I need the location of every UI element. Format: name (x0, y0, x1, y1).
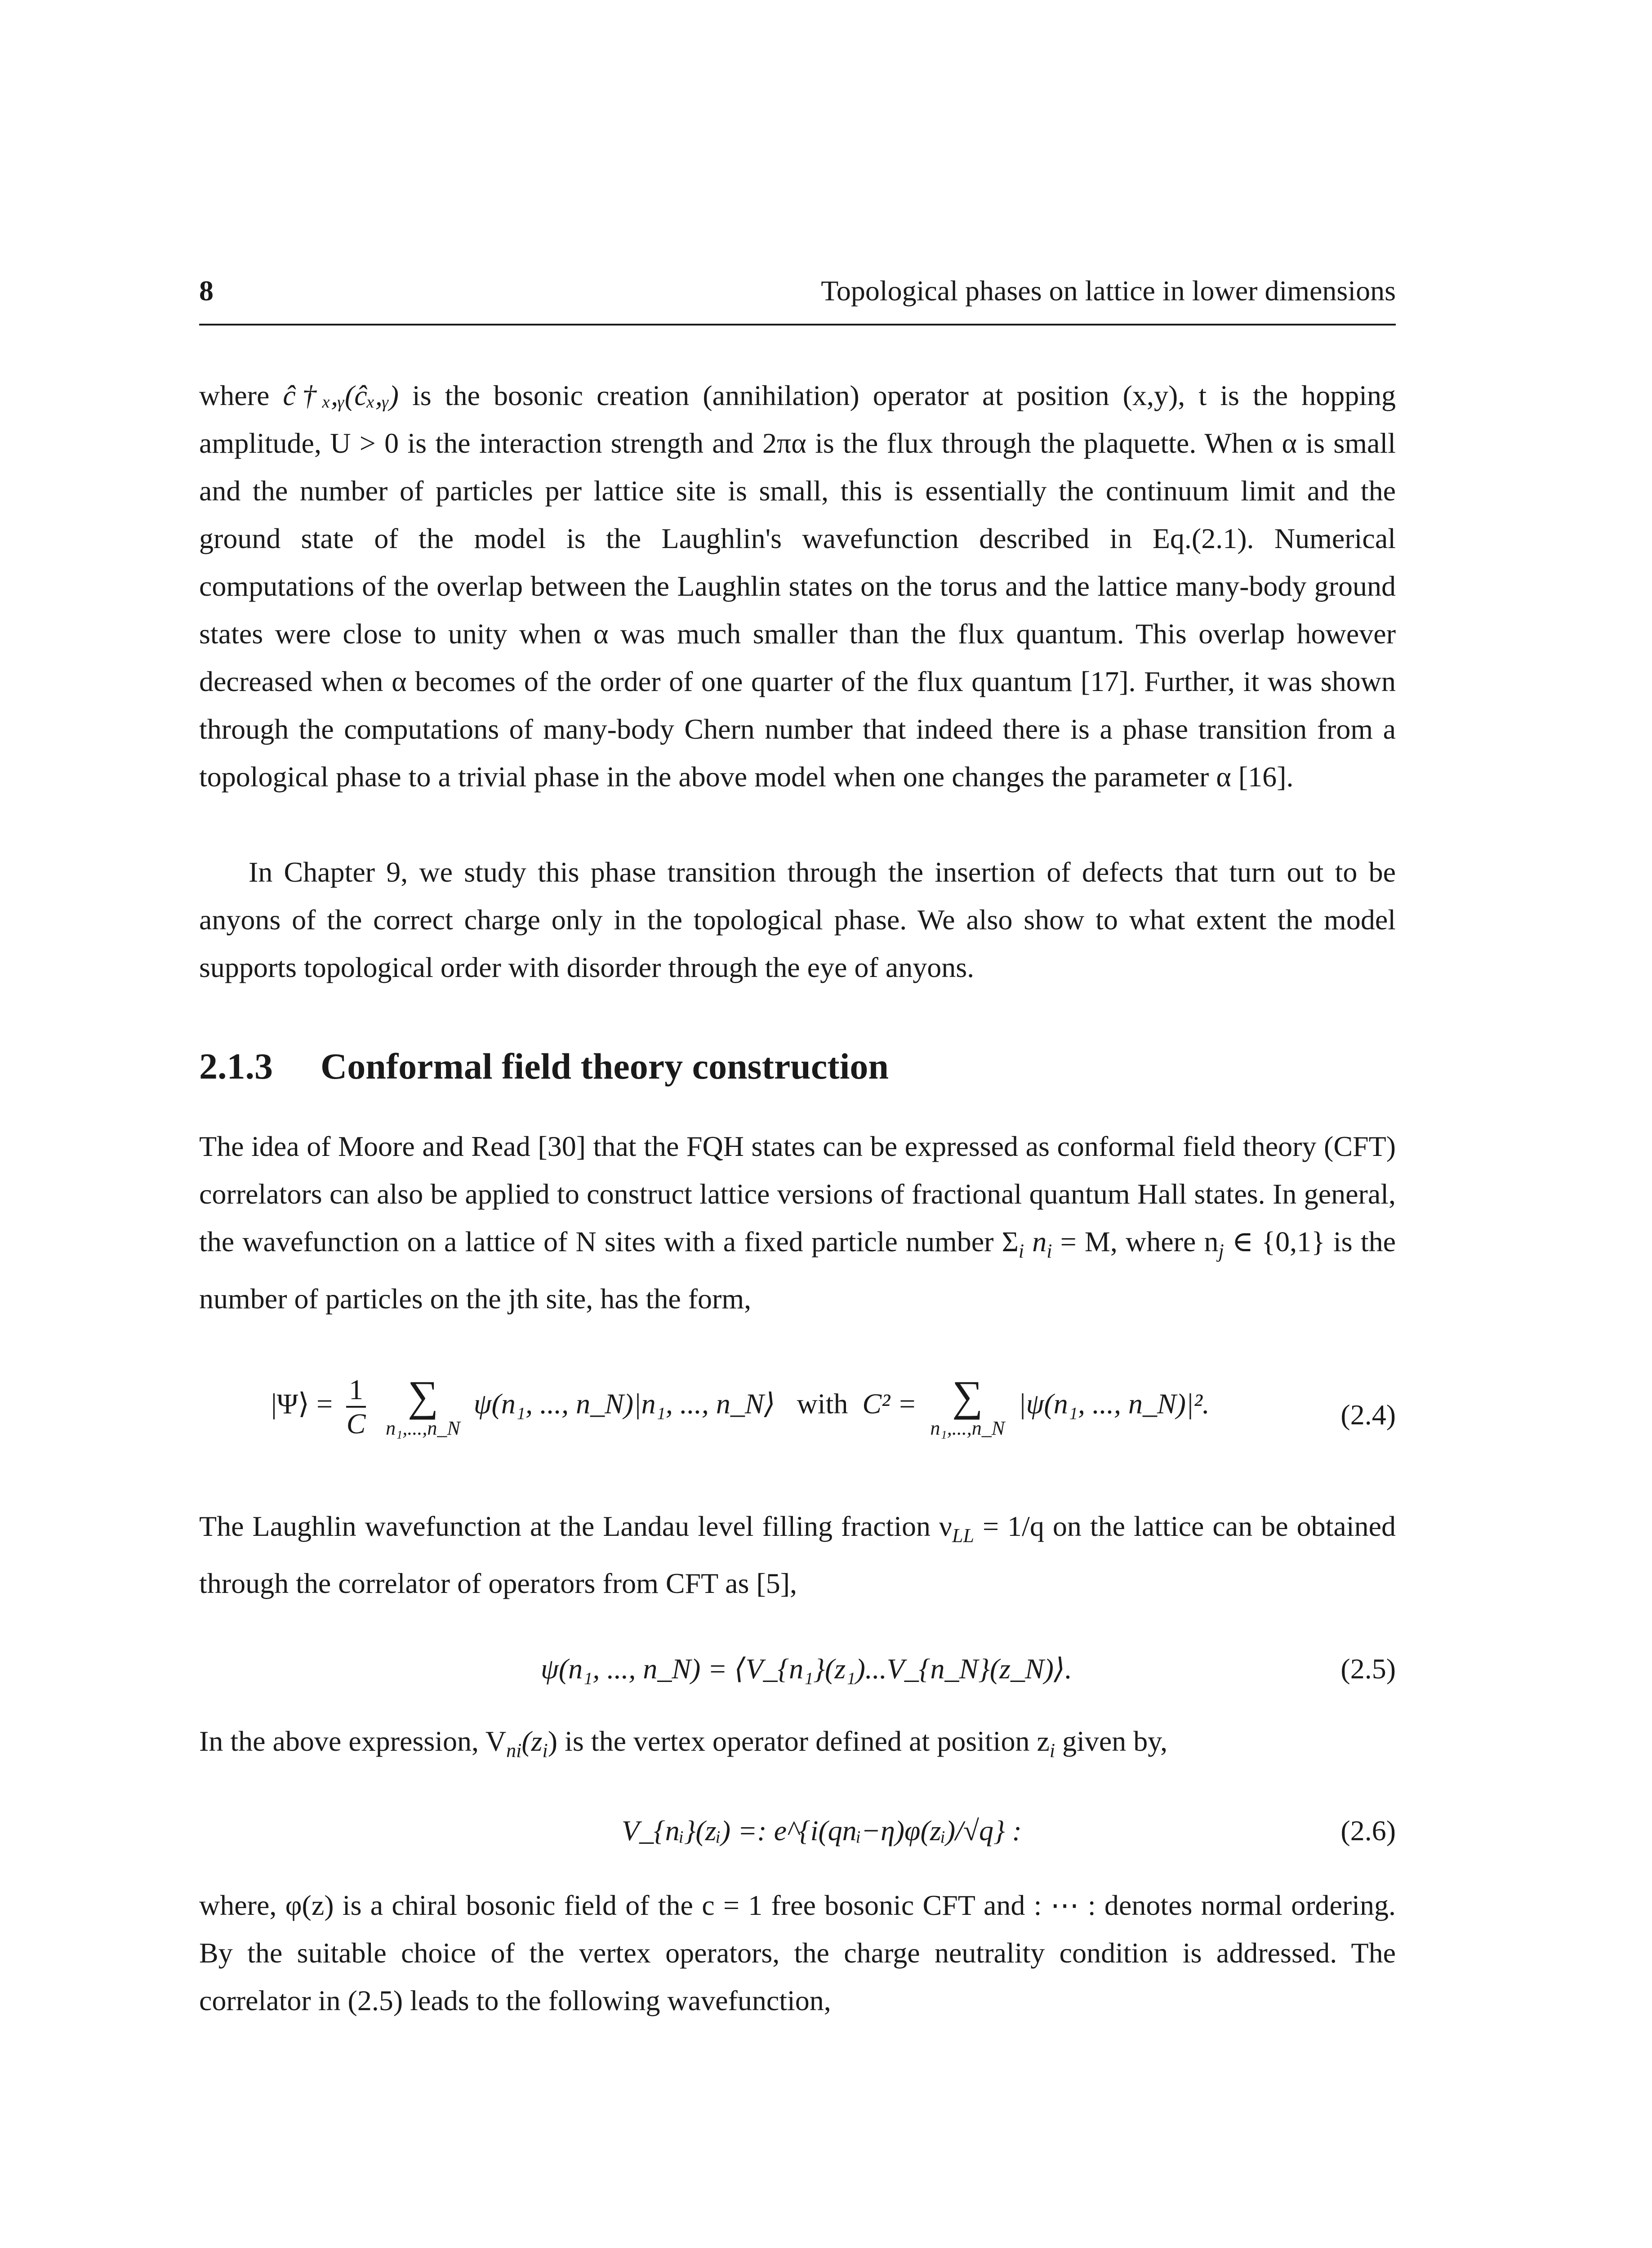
summation: ∑ n₁,...,n_N (930, 1372, 1005, 1439)
equation-2-5: ψ(n₁, ..., n_N) = ⟨V_{n₁}(z₁)...V_{n_N}(z_N)⟩. (2.5) (541, 1653, 1396, 1685)
summation: ∑ n₁,...,n_N (386, 1372, 460, 1439)
paragraph-5: In the above expression, $V_{ni}(z_i)$ is the vertex operator defined at position $z_i$ given by, (199, 1725, 1168, 1762)
paragraph-2: In Chapter 9, we study this phase transition through the insertion of defects that turn out to be anyons of the correct charge only in the topological phase. We also show to what extent the model supports topological order with disorder through the eye of anyons. (199, 856, 1396, 983)
section-title: Conformal field theory construction (321, 1046, 889, 1087)
paragraph-6: where, φ(z) is a chiral bosonic field of the c = 1 free bosonic CFT and : ⋯ : denotes normal ordering. By the suitable choice of the vertex operators, the charge neutrality condition is addressed. The correlator in (2.5) leads to the following wavefunction, (199, 1889, 1396, 2016)
page-number: 8 (199, 275, 214, 307)
fraction: $\frac{1}{C}$ (346, 1374, 366, 1440)
section-number: 2.1.3 (199, 1046, 273, 1087)
equation-2-6: V_{nᵢ}(zᵢ) =: e^{i(qnᵢ−η)φ(zᵢ)/√q} : (2.6) (622, 1815, 1396, 1847)
equation-number: (2.4) (1340, 1399, 1396, 1431)
equation-2-4: |Ψ⟩ = $\frac{1}{C}$ ∑ n₁,...,n_N ψ(n₁, ..., n_N)|n₁, ..., n_N⟩ with C² = ∑ n₁,...,n_N |ψ(n₁, ..., n_N)|². (2.4) (271, 1372, 1396, 1440)
page-header (199, 274, 1396, 326)
creation-operator-math: ĉ†ₓ,ᵧ(ĉₓ,ᵧ) (283, 379, 399, 411)
equation-number: (2.6) (1340, 1815, 1396, 1847)
paragraph-1: where ĉ†ₓ,ᵧ(ĉₓ,ᵧ) is the bosonic creation (annihilation) operator at position (x,y), t is the hopping amplitude, U > 0 is the interaction strength and 2πα is the flux through the plaquette. When α is small and the number of particles per lattice site is small, this is essentially the continuum limit and the ground state of the model is the Laughlin's wavefunction described in Eq.(2.1). Numerical computations of the overlap between the Laughlin states on the torus and the lattice many-body ground states were close to unity when α was much smaller than the flux quantum. This overlap however decreased when α becomes of the order of one quarter of the flux quantum [17]. Further, it was shown through the computations of many-body Chern number that indeed there is a phase transition from a topological phase to a trivial phase in the above model when one changes the parameter α [16]. (199, 379, 1396, 793)
equation-number: (2.5) (1340, 1653, 1396, 1685)
running-head: Topological phases on lattice in lower dimensions (821, 275, 1396, 307)
section-heading (199, 1045, 889, 1088)
paragraph-4: The Laughlin wavefunction at the Landau level filling fraction $\nu_{LL} = 1/q$ on the lattice can be obtained through the correlator of operators from CFT as [5], (199, 1510, 1396, 1599)
paragraph-3: The idea of Moore and Read [30] that the FQH states can be expressed as conformal field theory (CFT) correlators can also be applied to construct lattice versions of fractional quantum Hall states. In general, the wavefunction on a lattice of N sites with a fixed particle number $\Sigma_i$ $n_i = M$, where $n_j$ ∈ {0,1} is the number of particles on the jth site, has the form, (199, 1130, 1396, 1315)
